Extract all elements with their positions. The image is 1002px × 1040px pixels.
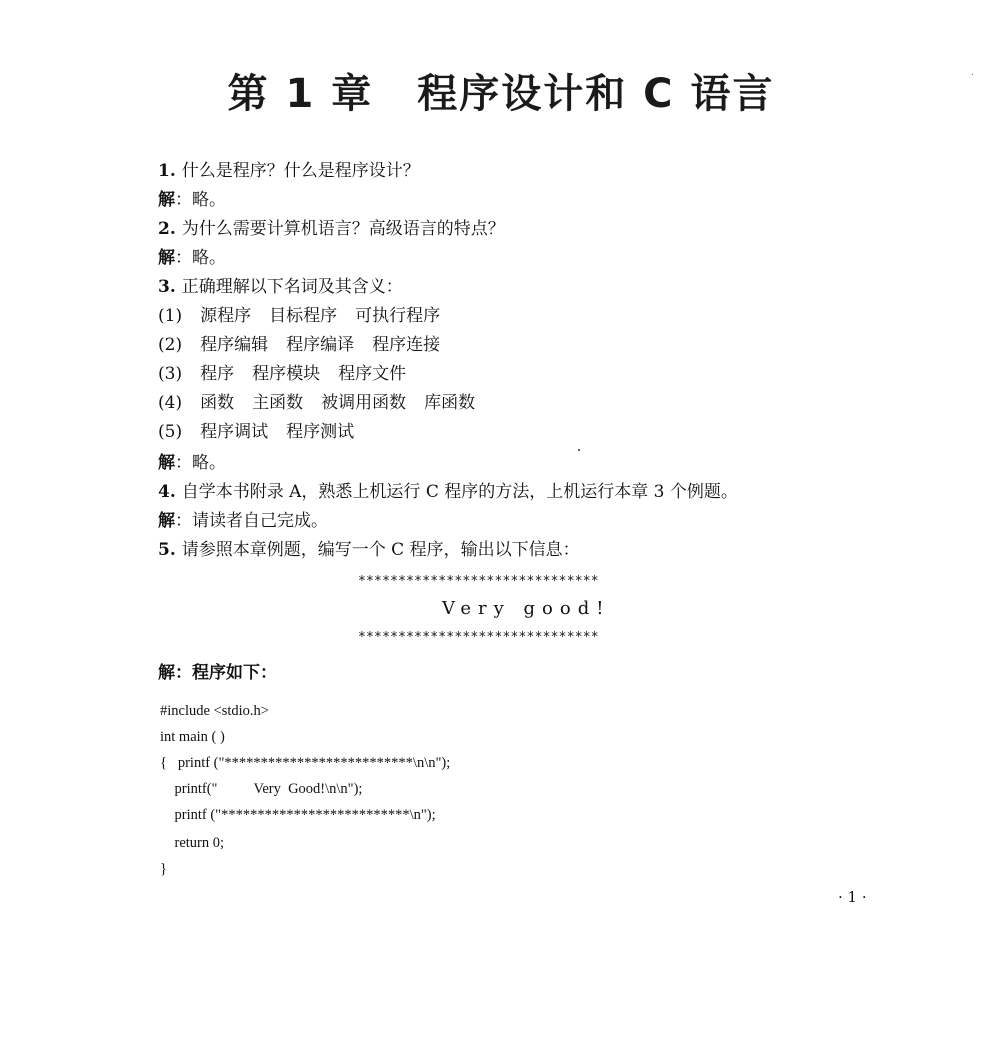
code-line-3: { printf ("**************************\n\n"); bbox=[160, 755, 451, 771]
term-row-5: (5) 程序调试 程序测试 bbox=[158, 422, 355, 442]
term-row-1: (1) 源程序 目标程序 可执行程序 bbox=[158, 306, 441, 326]
output-stars-top: ****************************** bbox=[358, 574, 599, 589]
question-5: 5. 请参照本章例题，编写一个 C 程序，输出以下信息： bbox=[158, 540, 580, 560]
code-line-1: #include <stdio.h> bbox=[160, 703, 269, 719]
chapter-title bbox=[0, 62, 1002, 119]
term-row-2: (2) 程序编辑 程序编译 程序连接 bbox=[158, 335, 441, 355]
chapter-number: 第 1 章 bbox=[227, 71, 374, 117]
question-3: 3. 正确理解以下名词及其含义： bbox=[158, 277, 403, 297]
scan-speck bbox=[972, 74, 973, 75]
answer-5: 解：程序如下： bbox=[158, 663, 277, 683]
code-line-6: return 0; bbox=[160, 835, 225, 851]
question-4: 4. 自学本书附录 A，熟悉上机运行 C 程序的方法，上机运行本章 3 个例题。 bbox=[158, 482, 738, 502]
page-number: · 1 · bbox=[838, 888, 867, 906]
code-line-4: printf(" Very Good!\n\n"); bbox=[160, 781, 363, 797]
output-stars-bottom: ****************************** bbox=[358, 630, 599, 645]
answer-3: 解：略。 bbox=[158, 453, 226, 473]
code-line-5: printf ("**************************\n"); bbox=[160, 807, 436, 823]
code-line-2: int main ( ) bbox=[160, 729, 225, 745]
question-2: 2. 为什么需要计算机语言？高级语言的特点？ bbox=[158, 219, 505, 239]
answer-2: 解：略。 bbox=[158, 248, 226, 268]
chapter-name: 程序设计和 C 语言 bbox=[417, 71, 775, 117]
code-line-7: } bbox=[160, 861, 167, 877]
output-message: Very good! bbox=[442, 598, 611, 619]
answer-1: 解：略。 bbox=[158, 190, 226, 210]
term-row-3: (3) 程序 程序模块 程序文件 bbox=[158, 364, 407, 384]
answer-4: 解：请读者自己完成。 bbox=[158, 511, 328, 531]
question-1: 1. 什么是程序？什么是程序设计？ bbox=[158, 161, 420, 181]
scan-speck bbox=[578, 449, 580, 451]
term-row-4: (4) 函数 主函数 被调用函数 库函数 bbox=[158, 393, 476, 413]
